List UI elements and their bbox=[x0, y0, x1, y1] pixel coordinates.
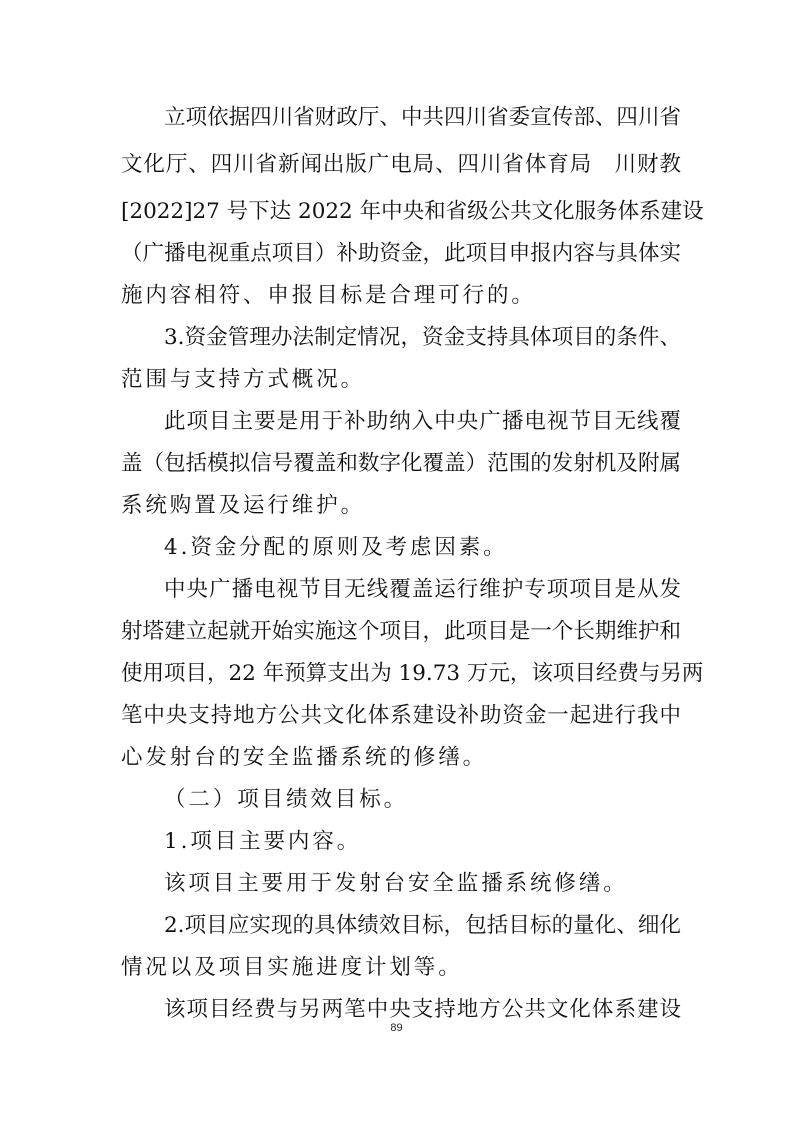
text-line: [2022]27 号下达 2022 年中央和省级公共文化服务体系建设 bbox=[121, 199, 704, 224]
text-line: 情况以及项目实施进度计划等。 bbox=[121, 955, 463, 980]
text-line: 1.项目主要内容。 bbox=[164, 829, 362, 854]
text-line: 系统购置及运行维护。 bbox=[121, 493, 366, 518]
text-line: 使用项目，22 年预算支出为 19.73 万元，该项目经费与另两 bbox=[121, 661, 704, 686]
text-line: 笔中央支持地方公共文化体系建设补助资金一起进行我中 bbox=[121, 703, 681, 728]
text-line: 该项目主要用于发射台安全监播系统修缮。 bbox=[164, 871, 628, 896]
text-line: 中央广播电视节目无线覆盖运行维护专项项目是从发 bbox=[164, 577, 681, 602]
text-line: 射塔建立起就开始实施这个项目，此项目是一个长期维护和 bbox=[121, 619, 681, 644]
text-line: 2.项目应实现的具体绩效目标，包括目标的量化、细化 bbox=[164, 913, 681, 938]
text-line: 施内容相符、申报目标是合理可行的。 bbox=[121, 283, 536, 308]
text-line: 范围与支持方式概况。 bbox=[121, 367, 366, 392]
text-line: 4.资金分配的原则及考虑因素。 bbox=[164, 535, 508, 560]
section-heading: （二）项目绩效目标。 bbox=[164, 787, 409, 812]
text-line: （广播电视重点项目）补助资金，此项目申报内容与具体实 bbox=[121, 241, 681, 266]
text-line: 文化厅、四川省新闻出版广电局、四川省体育局 川财教 bbox=[121, 152, 681, 177]
text-line: 3.资金管理办法制定情况，资金支持具体项目的条件、 bbox=[164, 325, 681, 350]
page-number: 89 bbox=[390, 1022, 403, 1034]
text-line: 心发射台的安全监播系统的修缮。 bbox=[121, 745, 488, 770]
text-line: 盖（包括模拟信号覆盖和数字化覆盖）范围的发射机及附属 bbox=[121, 451, 681, 476]
text-line: 立项依据四川省财政厅、中共四川省委宣传部、四川省 bbox=[164, 105, 681, 130]
text-line: 该项目经费与另两笔中央支持地方公共文化体系建设 bbox=[164, 997, 681, 1022]
text-line: 此项目主要是用于补助纳入中央广播电视节目无线覆 bbox=[164, 409, 681, 434]
